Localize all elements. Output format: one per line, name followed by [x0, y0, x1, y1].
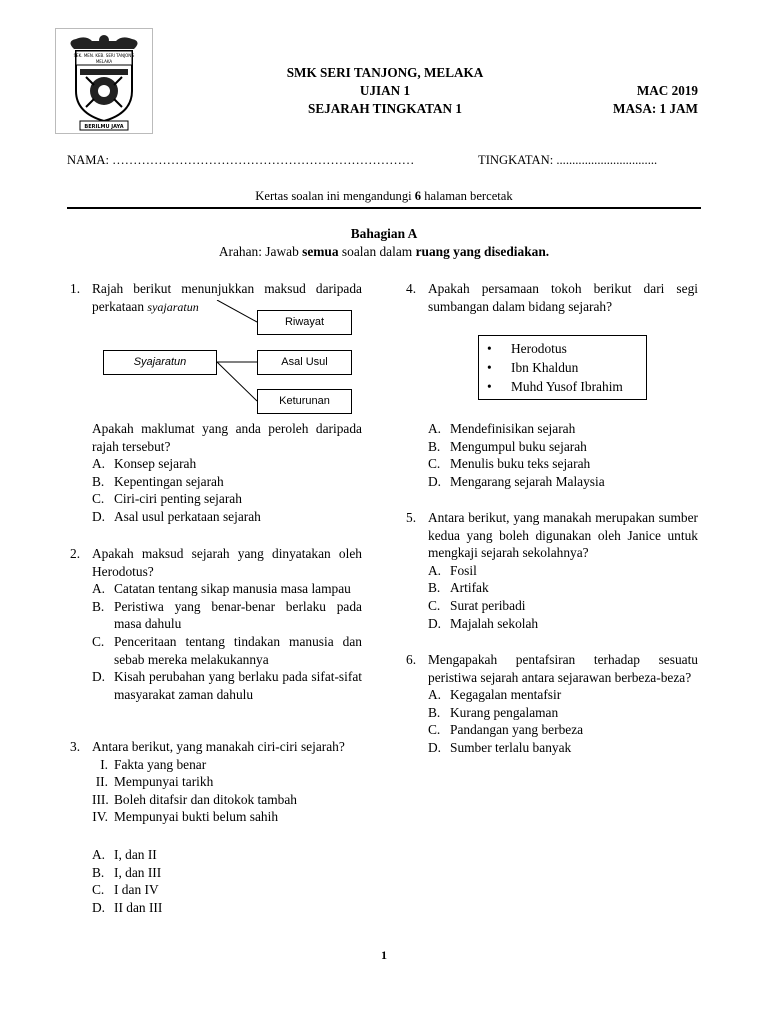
question-stem: Mengapakah pentafsiran terhadap sesuatu peristiwa sejarah antara sejarawan berbeza-beza? [428, 652, 698, 685]
question-number: 2. [70, 546, 81, 561]
school-name: SMK SERI TANJONG, MELAKA [286, 65, 484, 80]
diagram-root: Syajaratun [103, 350, 217, 375]
option-d[interactable]: D. Sumber terlalu banyak [428, 739, 572, 755]
question-number: 4. [406, 281, 417, 296]
diagram-node-riwayat: Riwayat [257, 310, 352, 335]
figure-item: • Muhd Yusof Ibrahim [487, 379, 623, 394]
option-d[interactable]: D. Mengarang sejarah Malaysia [428, 473, 605, 489]
statement-item: III. Boleh ditafsir dan ditokok tambah [92, 791, 297, 807]
question-1-body [70, 420, 362, 526]
question-stem: Apakah persamaan tokoh berikut dari segi sumbangan dalam bidang sejarah? [428, 281, 698, 314]
option-c[interactable]: C. Menulis buku teks sejarah [428, 456, 591, 472]
option-c[interactable]: C. Penceritaan tentang tindakan manusia dan sebab mereka melakukannya [92, 633, 362, 667]
option-a[interactable]: A. Konsep sejarah [92, 456, 197, 472]
diagram-node-keturunan: Keturunan [257, 389, 352, 414]
question-stem: Rajah berikut menunjukkan maksud daripada perkataan syajaratun [92, 281, 362, 314]
question-number: 3. [70, 739, 81, 754]
option-c[interactable]: C. I dan IV [92, 882, 159, 898]
exam-date: MAC 2019 [636, 83, 698, 98]
option-a[interactable]: A. Catatan tentang sikap manusia masa lampau [92, 581, 351, 597]
option-a[interactable]: A. Mendefinisikan sejarah [428, 421, 576, 436]
option-b[interactable]: B. Mengumpul buku sejarah [428, 438, 587, 454]
figure-item: • Ibn Khaldun [487, 360, 579, 375]
question-3-options [70, 846, 362, 916]
subject-title: SEJARAH TINGKATAN 1 [308, 101, 462, 116]
question-number: 1. [70, 281, 81, 296]
figures-box [478, 335, 647, 400]
page-count-note: Kertas soalan ini mengandungi 6 halaman bercetak [255, 189, 513, 203]
option-a[interactable]: A. I, dan II [92, 847, 157, 862]
form-field: TINGKATAN: ................................ [478, 153, 658, 167]
header-divider [67, 207, 701, 209]
diagram-node-asal-usul: Asal Usul [257, 350, 352, 375]
exam-duration: MASA: 1 JAM [613, 101, 698, 116]
option-b[interactable]: B. Peristiwa yang benar-benar berlaku pada masa dahulu [92, 598, 362, 632]
option-b[interactable]: B. Kepentingan sejarah [92, 473, 224, 489]
statement-item: I. Fakta yang benar [100, 756, 207, 772]
question-4 [406, 280, 698, 315]
svg-text:SEK. MEN. KEB. SERI TANJONG: SEK. MEN. KEB. SERI TANJONG [73, 53, 135, 58]
option-a[interactable]: A. Fosil [428, 562, 477, 578]
question-5 [406, 509, 698, 632]
option-a[interactable]: A. Kegagalan mentafsir [428, 687, 562, 703]
statement-item: II. Mempunyai tarikh [95, 774, 214, 790]
exam-title: UJIAN 1 [359, 83, 411, 98]
question-stem: Antara berikut, yang manakah merupakan sumber kedua yang boleh digunakan oleh Janice untuk mengkaji sejarah sekolahnya? [428, 510, 698, 561]
figure-item: • Herodotus [487, 341, 567, 356]
question-stem: Apakah maksud sejarah yang dinyatakan oleh Herodotus? [92, 546, 362, 579]
option-b[interactable]: B. I, dan III [92, 864, 162, 880]
question-stem: Antara berikut, yang manakah ciri-ciri sejarah? [92, 739, 345, 754]
option-d[interactable]: D. Kisah perubahan yang berlaku pada sifat-sifat masyarakat zaman dahulu [92, 669, 362, 702]
option-d[interactable]: D. Asal usul perkataan sejarah [92, 508, 261, 524]
option-d[interactable]: D. II dan III [92, 899, 163, 915]
question-4-options [406, 420, 698, 490]
section-title: Bahagian A [350, 226, 418, 241]
statement-item: IV. Mempunyai bukti belum sahih [92, 809, 279, 825]
svg-text:MELAKA: MELAKA [95, 59, 113, 64]
page-number: 1 [381, 948, 387, 962]
school-crest [55, 28, 153, 134]
option-b[interactable]: B. Kurang pengalaman [428, 704, 559, 720]
question-prompt: Apakah maklumat yang anda peroleh daripada rajah tersebut? [92, 421, 362, 454]
option-c[interactable]: C. Surat peribadi [428, 597, 526, 613]
name-field: NAMA: ……………………………………………………………… [67, 153, 415, 167]
statement-list [70, 756, 362, 826]
option-c[interactable]: C. Pandangan yang berbeza [428, 722, 584, 738]
option-d[interactable]: D. Majalah sekolah [428, 615, 539, 631]
option-c[interactable]: C. Ciri-ciri penting sejarah [92, 491, 242, 507]
question-2 [70, 545, 362, 703]
question-number: 5. [406, 510, 417, 525]
question-number: 6. [406, 652, 417, 667]
option-b[interactable]: B. Artifak [428, 580, 489, 596]
svg-text:BERILMU JAYA: BERILMU JAYA [84, 124, 124, 130]
question-3 [70, 738, 362, 826]
section-instructions: Arahan: Jawab semua soalan dalam ruang yang disediakan. [218, 244, 550, 259]
question-6 [406, 651, 698, 757]
